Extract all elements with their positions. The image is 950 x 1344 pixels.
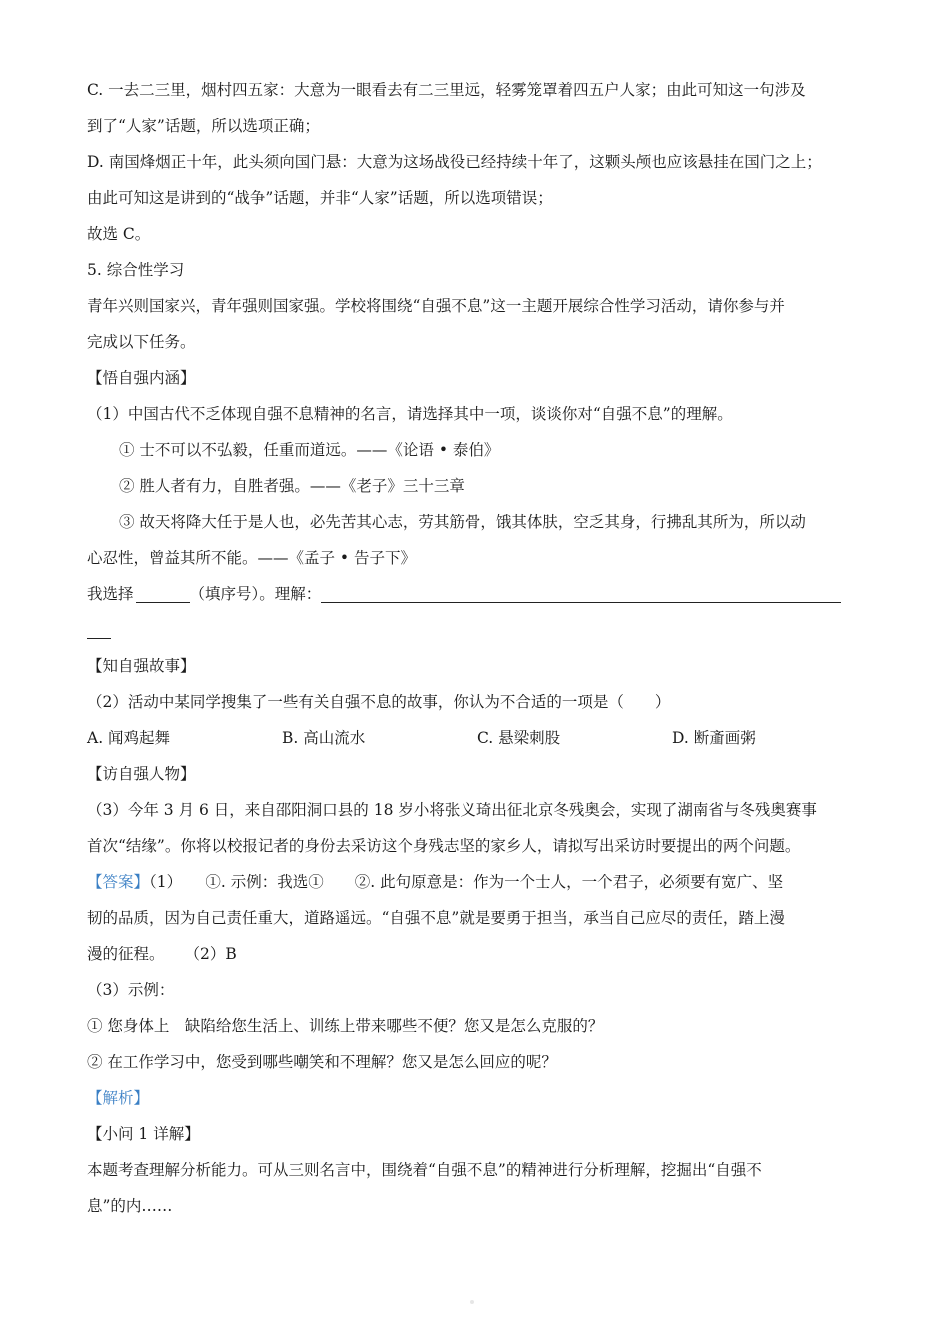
option-d: D. 断齑画粥 xyxy=(672,729,756,747)
quote-3-line-2: 心忍性，曾益其所不能。——《孟子 • 告子下》 xyxy=(87,549,416,567)
answer-line-1 xyxy=(87,864,877,900)
detail-heading-1: 【小问 1 详解】 xyxy=(87,1125,200,1143)
question-5-title: 5. 综合性学习 xyxy=(87,261,185,279)
section-heading-2: 【知自强故事】 xyxy=(87,657,196,675)
question-1: （1）中国古代不乏体现自强不息精神的名言，请选择其中一项，谈谈你对“自强不息”的理解。 xyxy=(87,405,733,423)
question-3-line-2: 首次“结缘”。你将以校报记者的身份去采访这个身残志坚的家乡人，请拟写出采访时要提出的两个问题。 xyxy=(87,837,801,855)
intro-line-2: 完成以下任务。 xyxy=(87,333,196,351)
answer-line-3 xyxy=(87,936,877,972)
question-2: （2）活动中某同学搜集了一些有关自强不息的故事，你认为不合适的一项是（ ） xyxy=(87,693,671,711)
answer-text-3a: 漫的征程。 xyxy=(87,945,165,963)
answer-label: 【答案】 xyxy=(87,873,150,891)
detail-text-1: 本题考查理解分析能力。可从三则名言中，围绕着“自强不息”的精神进行分析理解，挖掘出“自强不 xyxy=(87,1161,762,1179)
option-a: A. 闻鸡起舞 xyxy=(87,729,171,747)
option-d-line-2: 由此可知这是讲到的“战争”话题，并非“人家”话题，所以选项错误； xyxy=(87,189,553,207)
question-3-line-1: （3）今年 3 月 6 日，来自邵阳洞口县的 18 岁小将张义琦出征北京冬残奥会，实现了湖南省与冬残奥赛事 xyxy=(87,801,817,819)
intro-line-1: 青年兴则国家兴，青年强则国家强。学校将围绕“自强不息”这一主题开展综合性学习活动，请你参与并 xyxy=(87,297,785,315)
sequence-blank[interactable] xyxy=(136,582,190,603)
answer-line-4: （3）示例： xyxy=(87,981,175,999)
quote-1: ① 士不可以不弘毅，任重而道远。——《论语 • 泰伯》 xyxy=(119,441,500,459)
blank-continuation xyxy=(87,612,877,648)
footer-dot xyxy=(470,1300,474,1304)
answer-text-3b: （2）B xyxy=(184,945,237,963)
section-heading-3: 【访自强人物】 xyxy=(87,765,196,783)
option-c: C. 悬梁刺股 xyxy=(477,729,561,747)
answer-text-1: （1） ①. 示例：我选① ②. 此句原意是：作为一个士人，一个君子，必须要有宽广、坚 xyxy=(149,873,784,891)
document-page xyxy=(87,72,877,1224)
quote-3-line-1: ③ 故天将降大任于是人也，必先苦其心志，劳其筋骨，饿其体肤，空乏其身，行拂乱其所为，所以动 xyxy=(119,513,806,531)
choose-line xyxy=(87,576,877,612)
answer-line-6: ② 在工作学习中，您受到哪些嘲笑和不理解？您又是怎么回应的呢？ xyxy=(87,1053,557,1071)
options-row xyxy=(87,720,877,756)
answer-line-5: ① 您身体上 缺陷给您生活上、训练上带来哪些不便？您又是怎么克服的？ xyxy=(87,1017,604,1035)
quote-2: ② 胜人者有力，自胜者强。——《老子》三十三章 xyxy=(119,477,465,495)
option-d-line-1: D. 南国烽烟正十年，此头须向国门悬：大意为这场战役已经持续十年了，这颗头颅也应该悬挂在国门之上； xyxy=(87,153,822,171)
option-c-line-1: C. 一去二三里，烟村四五家：大意为一眼看去有二三里远，轻雾笼罩着四五户人家；由此可知这一句涉及 xyxy=(87,81,806,99)
choose-middle: （填序号）。理解： xyxy=(189,585,322,603)
option-c-line-2: 到了“人家”话题，所以选项正确； xyxy=(87,117,320,135)
section-heading-1: 【悟自强内涵】 xyxy=(87,369,196,387)
detail-text-2: 息”的内…… xyxy=(87,1197,173,1215)
choose-c-line: 故选 C。 xyxy=(87,225,151,243)
answer-line-2: 韧的品质，因为自己责任重大，道路遥远。“自强不息”就是要勇于担当，承当自己应尽的责任，踏上漫 xyxy=(87,909,785,927)
choose-prefix: 我选择 xyxy=(87,585,134,603)
understanding-blank[interactable] xyxy=(321,582,841,603)
option-b: B. 高山流水 xyxy=(282,729,366,747)
understanding-blank-tail[interactable] xyxy=(87,618,111,639)
analysis-label: 【解析】 xyxy=(87,1089,150,1107)
